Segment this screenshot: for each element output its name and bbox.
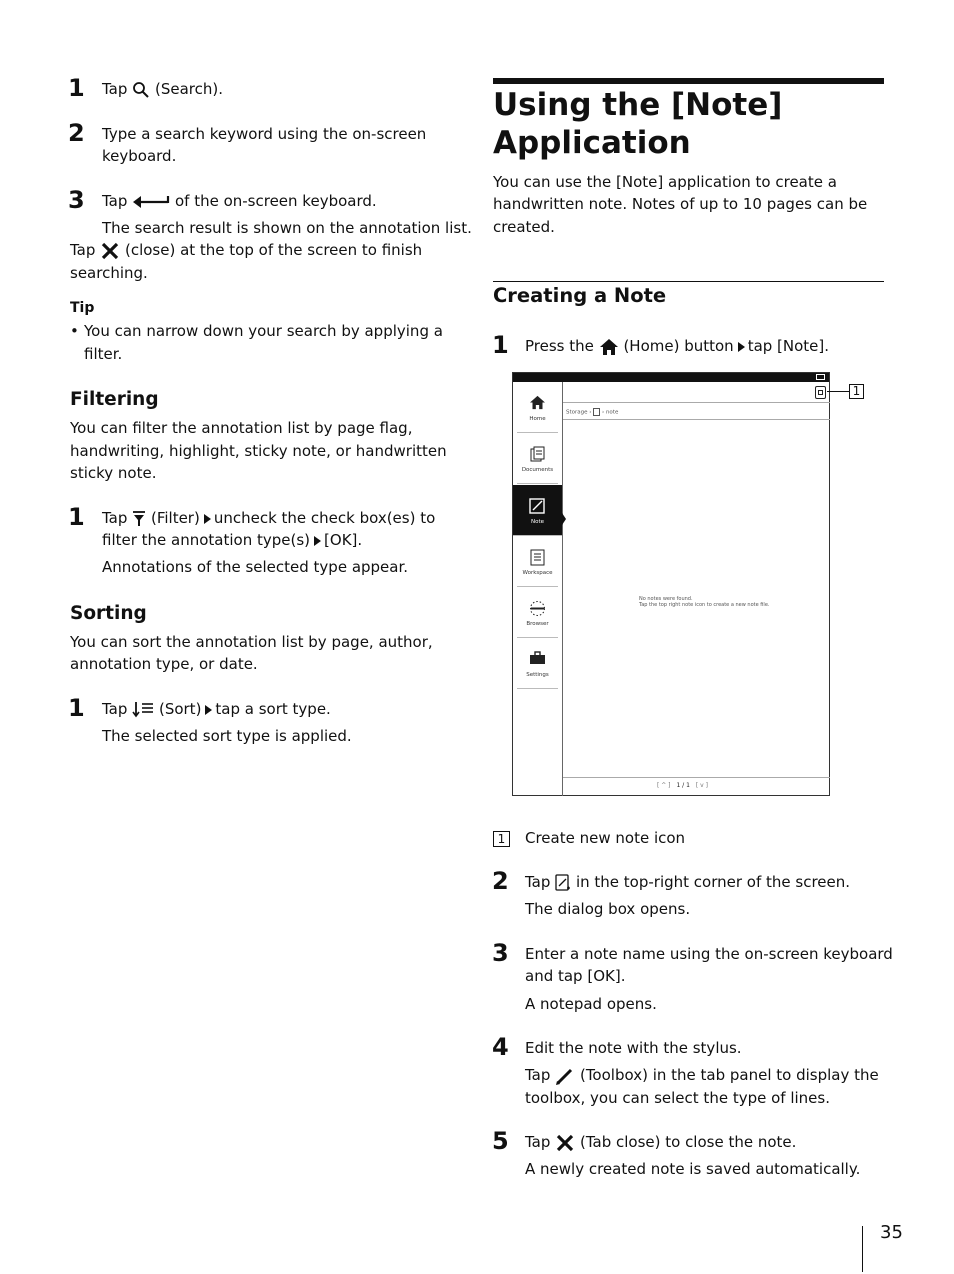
paragraph: You can filter the annotation list by page flag, <box>70 419 413 437</box>
sidebar-item-note[interactable] <box>513 485 562 536</box>
breadcrumb-note[interactable]: note <box>605 409 619 416</box>
step-text-part: (Filter) <box>150 509 200 527</box>
step-arrow-icon <box>738 342 745 352</box>
sidebar-item-documents[interactable] <box>517 433 558 484</box>
section-heading-creating-note: Creating a Note <box>493 284 667 307</box>
footer-divider <box>563 777 830 778</box>
step-text-part: Tap <box>102 700 128 718</box>
step-result <box>70 239 422 262</box>
device-status-bar <box>513 373 829 382</box>
device-sidebar <box>513 382 563 796</box>
step-text <box>102 190 377 213</box>
step-text <box>102 507 435 530</box>
browser-icon <box>529 600 546 617</box>
enter-arrow-icon <box>132 194 170 210</box>
paragraph: handwriting, highlight, sticky note, or handwritten <box>70 442 447 460</box>
page-title-line: Using the [Note] <box>493 87 783 123</box>
step-arrow-icon <box>204 514 211 524</box>
step-text-part: Tap <box>525 1066 551 1084</box>
step-result: Annotations of the selected type appear. <box>102 558 409 576</box>
page-up-icon[interactable]: [ ^ ] <box>657 782 671 789</box>
intro-text: created. <box>493 218 555 236</box>
step-text-part: (Search). <box>154 80 223 98</box>
settings-icon <box>529 651 546 666</box>
home-icon <box>529 395 546 410</box>
callout-line <box>827 391 849 392</box>
sidebar-item-label: Settings <box>526 672 549 678</box>
device-screenshot <box>512 372 830 796</box>
sidebar-item-workspace[interactable] <box>517 536 558 587</box>
breadcrumb-storage[interactable]: Storage <box>566 409 588 416</box>
step-text <box>525 871 850 894</box>
sidebar-item-home[interactable] <box>517 382 558 433</box>
tip-title: Tip <box>70 300 95 316</box>
sidebar-item-label: Browser <box>526 621 549 627</box>
sort-icon <box>132 701 154 719</box>
step-result: searching. <box>70 264 148 282</box>
title-rule <box>493 78 884 84</box>
list-header-divider <box>563 419 830 420</box>
step-text: Edit the note with the stylus. <box>525 1039 742 1057</box>
step-number: 1 <box>68 503 85 531</box>
page-number: 35 <box>880 1222 903 1243</box>
active-pointer <box>562 513 566 525</box>
filter-icon <box>132 510 146 528</box>
step-text-part: (Sort) <box>158 700 202 718</box>
step-text-part: tap a sort type. <box>215 700 331 718</box>
step-text: Enter a note name using the on-screen keyboard <box>525 945 893 963</box>
step-text-part: Tap <box>70 241 96 259</box>
paragraph: You can sort the annotation list by page, author, <box>70 633 433 651</box>
sidebar-item-label: Workspace <box>522 570 553 576</box>
step-text-part: uncheck the check box(es) to <box>213 509 436 527</box>
page-down-icon[interactable]: [ v ] <box>695 782 708 789</box>
step-text-part: Tap <box>102 192 128 210</box>
step-text-part: of the on-screen keyboard. <box>174 192 377 210</box>
step-text: and tap [OK]. <box>525 967 626 985</box>
step-number: 4 <box>492 1033 509 1061</box>
tip-text: filter. <box>84 345 123 363</box>
section-rule <box>493 281 884 282</box>
workspace-icon <box>529 549 546 566</box>
close-x-icon <box>100 241 120 261</box>
sidebar-item-settings[interactable] <box>517 638 558 689</box>
step-result: The dialog box opens. <box>525 900 691 918</box>
sidebar-item-label: Home <box>529 416 546 422</box>
page-title <box>493 86 782 162</box>
step-result: The search result is shown on the annotation list. <box>102 219 472 237</box>
new-note-icon <box>555 874 571 892</box>
step-text-part: Tap <box>525 1133 551 1151</box>
callout-badge: 1 <box>493 831 510 847</box>
sidebar-item-browser[interactable] <box>517 587 558 638</box>
search-icon <box>132 81 150 99</box>
tip-bullet: • <box>70 322 79 340</box>
folder-icon <box>593 408 600 416</box>
step-text-part: Tap <box>525 873 551 891</box>
intro-text: You can use the [Note] application to create a <box>493 173 837 191</box>
step-text-part: [OK]. <box>324 531 363 549</box>
intro-text: handwritten note. Notes of up to 10 pages can be <box>493 195 868 213</box>
step-text-part: filter the annotation type(s) <box>102 531 311 549</box>
step-arrow-icon <box>205 705 212 715</box>
pager <box>657 782 708 789</box>
paragraph: annotation type, or date. <box>70 655 258 673</box>
step-number: 3 <box>68 186 85 214</box>
step-text <box>525 335 829 358</box>
tip-text: You can narrow down your search by applying a <box>84 322 443 340</box>
step-text: Type a search keyword using the on-screen <box>102 125 427 143</box>
chevron-right-icon: › <box>601 409 605 416</box>
step-text <box>102 698 331 721</box>
step-text-part: (Toolbox) in the tab panel to display the <box>579 1066 879 1084</box>
step-text-part: Tap <box>102 509 128 527</box>
home-icon <box>599 338 619 356</box>
tab-close-x-icon <box>555 1133 575 1153</box>
step-arrow-icon <box>314 536 321 546</box>
callout-badge: 1 <box>849 384 864 399</box>
step-result: The selected sort type is applied. <box>102 727 352 745</box>
empty-message-line: No notes were found. <box>639 596 693 602</box>
step-text-part: in the top-right corner of the screen. <box>575 873 851 891</box>
step-text-part: tap [Note]. <box>747 337 830 355</box>
page-indicator: 1 / 1 <box>676 782 690 789</box>
step-text <box>102 78 223 101</box>
callout-text: Create new note icon <box>525 829 686 847</box>
step-result: A newly created note is saved automatically. <box>525 1160 861 1178</box>
step-text <box>102 529 362 552</box>
empty-message-line: Tap the top right note icon to create a new note file. <box>639 602 770 608</box>
pen-icon <box>555 1066 575 1086</box>
battery-icon <box>816 374 825 380</box>
step-text-part: (close) at the top of the screen to finish <box>124 241 423 259</box>
step-text-part: (Home) button <box>623 337 734 355</box>
section-heading-filtering: Filtering <box>70 389 159 410</box>
step-number: 2 <box>68 119 85 147</box>
toolbar-divider <box>563 402 830 403</box>
step-number: 3 <box>492 939 509 967</box>
step-number: 1 <box>492 331 509 359</box>
step-text-part: (Tab close) to close the note. <box>579 1133 797 1151</box>
step-text-part: Tap <box>102 80 128 98</box>
chevron-right-icon: › <box>589 409 592 416</box>
breadcrumb <box>566 408 618 416</box>
step-text <box>525 1131 796 1154</box>
step-number: 2 <box>492 867 509 895</box>
step-number: 5 <box>492 1127 509 1155</box>
page-title-line: Application <box>493 125 691 161</box>
documents-icon <box>529 446 546 463</box>
section-heading-sorting: Sorting <box>70 603 147 624</box>
step-text-part: Press the <box>525 337 594 355</box>
step-result <box>525 1064 879 1087</box>
sidebar-item-label: Documents <box>521 467 554 473</box>
step-number: 1 <box>68 694 85 722</box>
note-icon <box>529 498 546 515</box>
step-number: 1 <box>68 74 85 102</box>
step-text: keyboard. <box>102 147 177 165</box>
step-result: A notepad opens. <box>525 995 657 1013</box>
page-number-rule <box>862 1226 863 1272</box>
empty-message <box>639 596 769 608</box>
step-result: toolbox, you can select the type of lines. <box>525 1089 830 1107</box>
paragraph: sticky note. <box>70 464 157 482</box>
sidebar-item-label: Note <box>530 519 545 525</box>
new-note-icon[interactable] <box>815 386 826 399</box>
